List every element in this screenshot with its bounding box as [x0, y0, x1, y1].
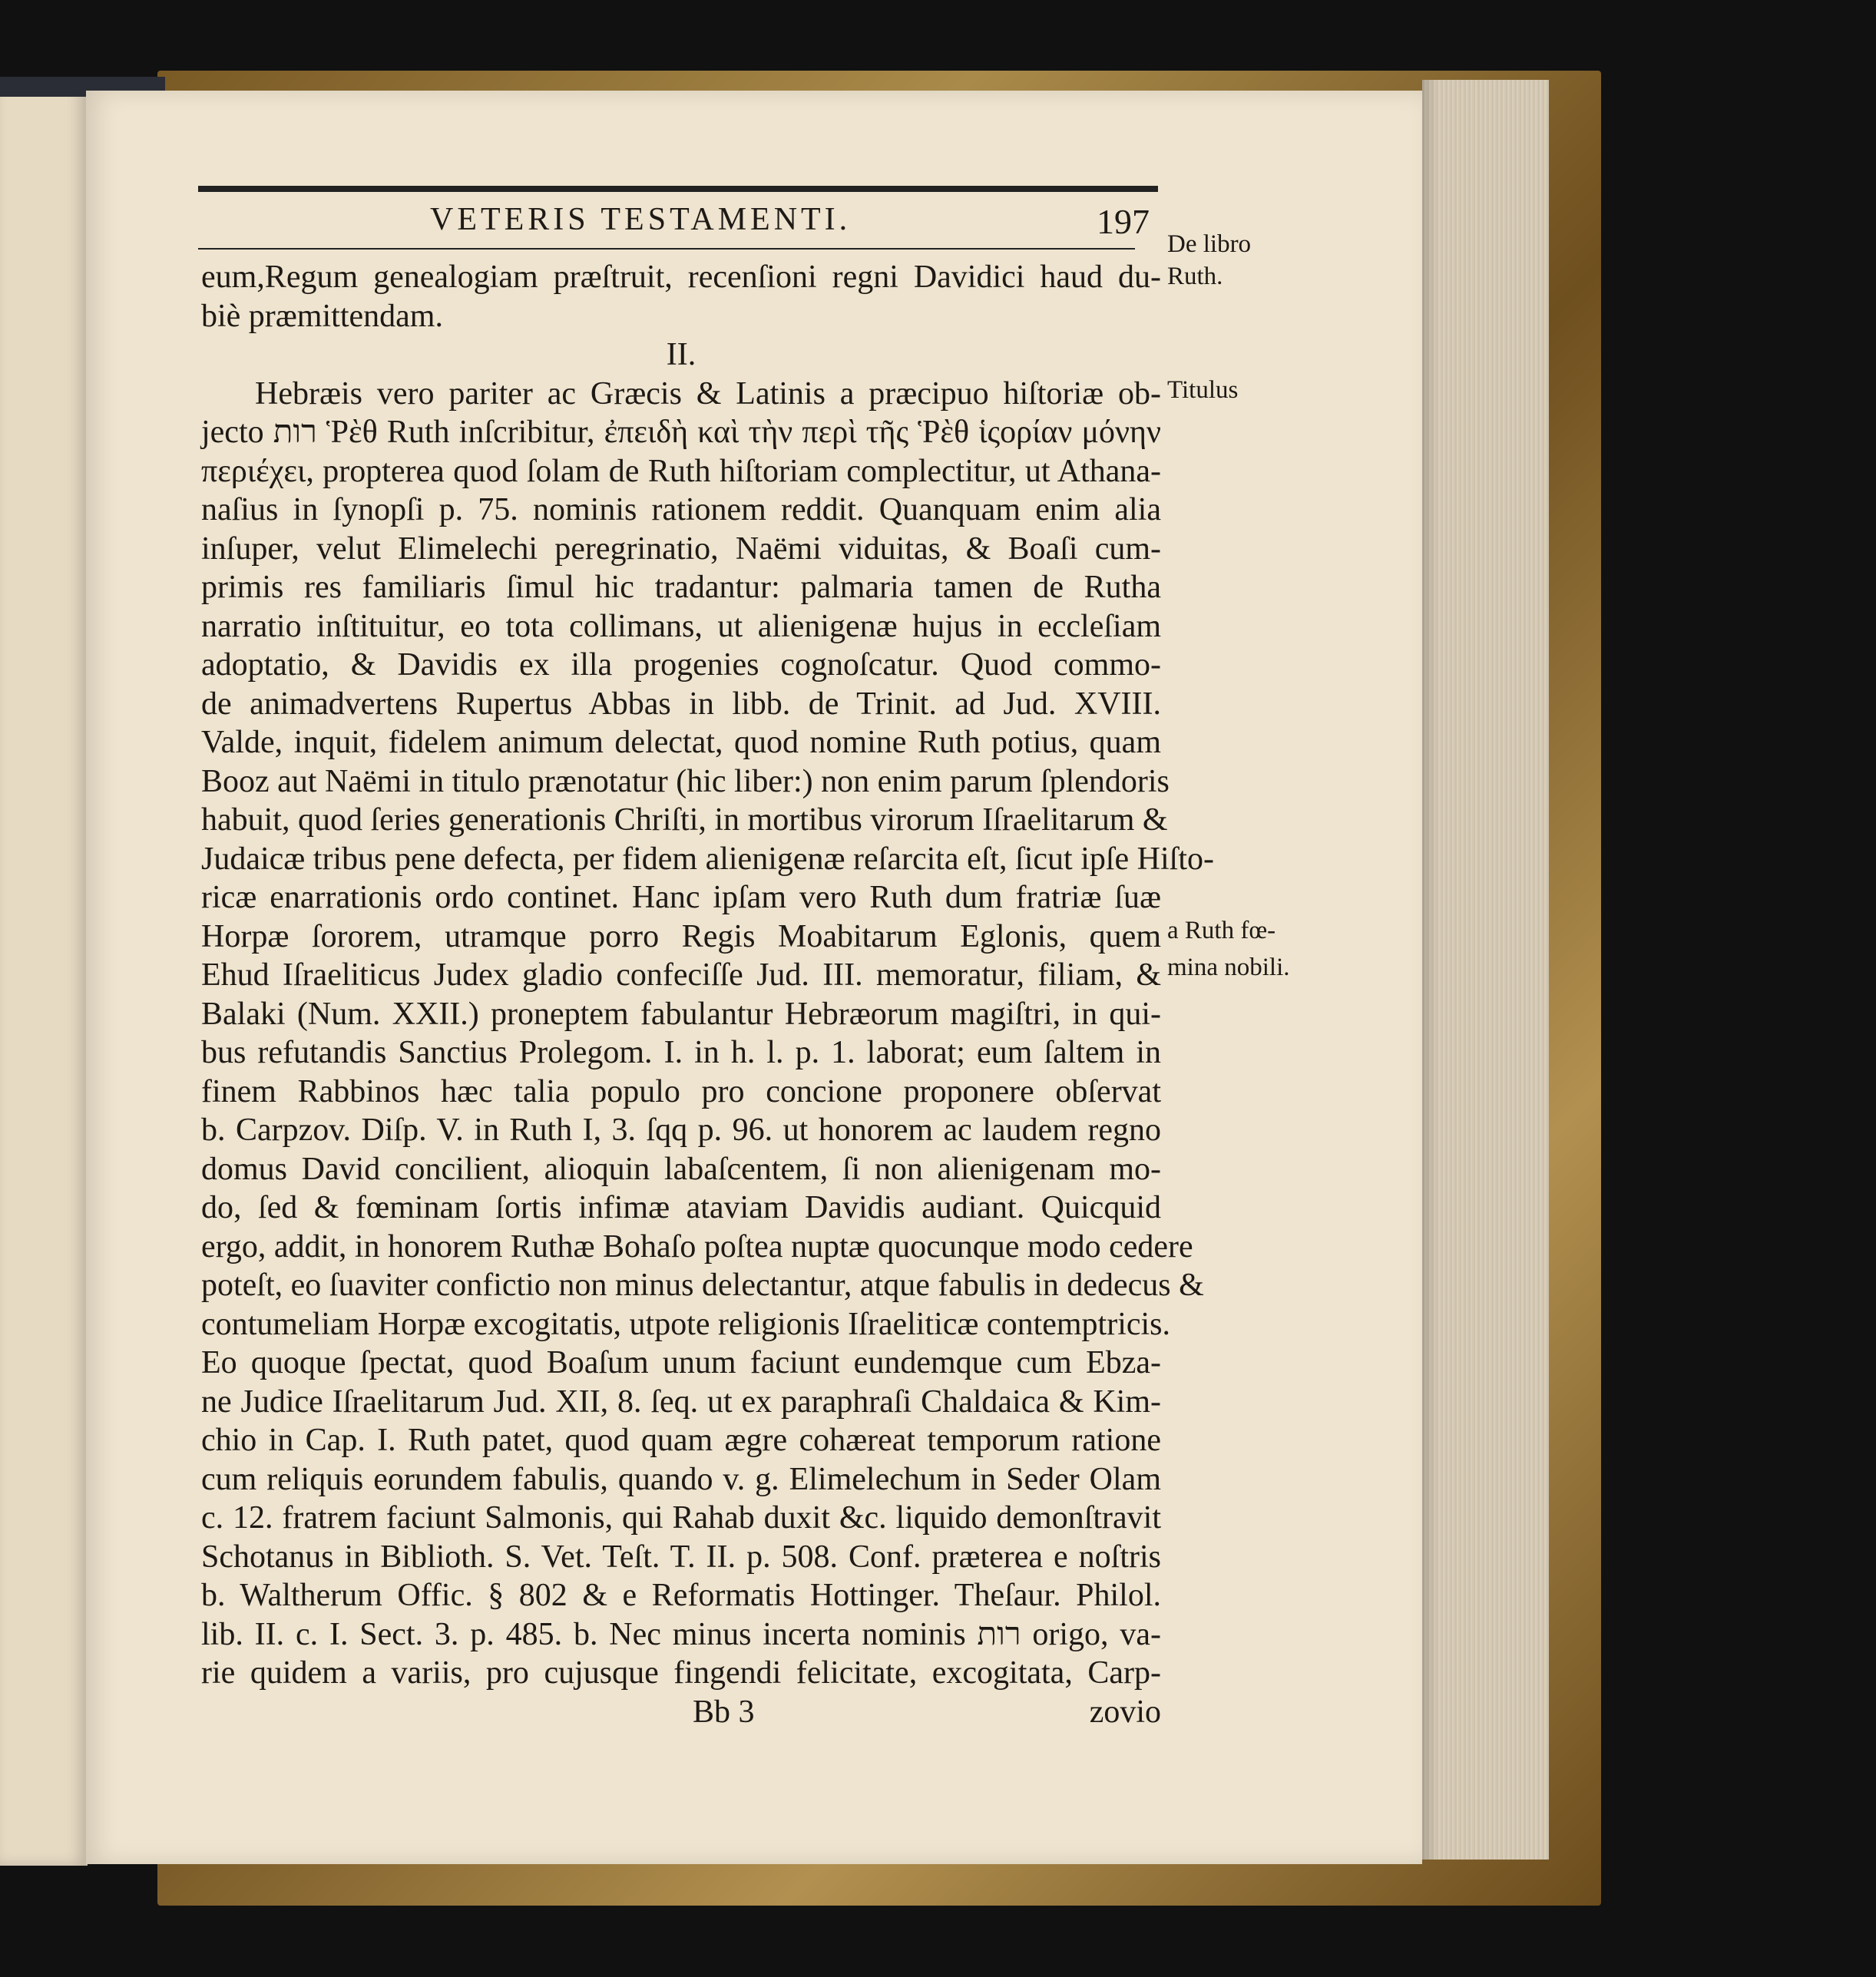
- header-rule: [198, 248, 1135, 250]
- text-line: bus refutandis Sanctius Prolegom. I. in h. l. p. 1. laborat; eum ſaltem in: [201, 1035, 1161, 1070]
- section-number: II.: [666, 337, 696, 372]
- text-line: c. 12. fratrem faciunt Salmonis, qui Rahab duxit &c. liquido demonſtravit: [201, 1500, 1161, 1536]
- text-line: adoptatio, & Davidis ex illa progenies cognoſcatur. Quod commo-: [201, 647, 1161, 683]
- text-line: finem Rabbinos hæc talia populo pro concione proponere obſervat: [201, 1073, 1161, 1109]
- margin-note-de-libro: De libro: [1167, 230, 1252, 258]
- text-line: chio in Cap. I. Ruth patet, quod quam ægre cohæreat temporum ratione: [201, 1423, 1161, 1458]
- running-title: VETERIS TESTAMENTI.: [430, 202, 852, 237]
- page-fore-edge: [1422, 80, 1549, 1860]
- text-line: domus David concilient, alioquin labaſcentem, ſi non alienigenam mo-: [201, 1151, 1161, 1187]
- text-line: Schotanus in Biblioth. S. Vet. Teſt. T. II. p. 508. Conf. præterea e noſtris: [201, 1539, 1161, 1575]
- fore-edge-shadow: [1422, 80, 1438, 1860]
- text-line: περιέχει, propterea quod ſolam de Ruth hiſtoriam complectitur, ut Athana-: [201, 453, 1161, 489]
- text-line: ne Judice Iſraelitarum Jud. XII, 8. ſeq. ut ex paraphraſi Chaldaica & Kim-: [201, 1384, 1161, 1420]
- text-line: ergo, addit, in honorem Ruthæ Bohaſo poſtea nuptæ quocunque modo cedere: [201, 1228, 1193, 1265]
- text-line: cum reliquis eorundem fabulis, quando v. g. Elimelechum in Seder Olam: [201, 1461, 1161, 1497]
- text-line: rie quidem a variis, pro cujusque fingendi felicitate, excogitata, Carp-: [201, 1655, 1161, 1691]
- margin-note-mina-nobili: mina nobili.: [1167, 954, 1290, 981]
- top-double-rule: [198, 186, 1158, 192]
- text-line: de animadvertens Rupertus Abbas in libb. de Trinit. ad Jud. XVIII.: [201, 686, 1161, 722]
- text-line: Horpæ ſororem, utramque porro Regis Moabitarum Eglonis, quem: [201, 918, 1161, 954]
- text-line: Ehud Iſraeliticus Judex gladio confeciſſe Jud. III. memoratur, filiam, &: [201, 957, 1161, 993]
- left-page-edge: [0, 77, 88, 1866]
- text-line: Valde, inquit, fidelem animum delectat, quod nomine Ruth potius, quam: [201, 725, 1161, 760]
- text-line: naſius in ſynopſi p. 75. nominis rationem reddit. Quanquam enim alia: [201, 492, 1161, 527]
- text-line: biè præmittendam.: [201, 298, 443, 334]
- signature-mark: Bb 3: [693, 1694, 755, 1730]
- text-line: Balaki (Num. XXII.) proneptem fabulantur Hebræorum magiſtri, in qui-: [201, 996, 1161, 1032]
- text-line: eum,Regum genealogiam præſtruit, recenſioni regni Davidici haud du-: [201, 260, 1161, 295]
- page-footer-line: [201, 1693, 1161, 1732]
- text-line: jecto רות Ῥὲθ Ruth inſcribitur, ἐπειδὴ καὶ τὴν περὶ τῆς Ῥὲθ ἱςορίαν μόνην: [201, 415, 1161, 450]
- text-line: lib. II. c. I. Sect. 3. p. 485. b. Nec minus incerta nominis רות origo, va-: [201, 1616, 1161, 1652]
- text-line: poteſt, eo ſuaviter confictio non minus delectantur, atque fabulis in dedecus &: [201, 1268, 1204, 1303]
- text-line: Judaicæ tribus pene defecta, per fidem alienigenæ reſarcita eſt, ſicut ipſe Hiſto-: [201, 841, 1215, 877]
- margin-note-ruth-foemina: a Ruth fœ-: [1167, 917, 1276, 944]
- text-line: contumeliam Horpæ excogitatis, utpote religionis Iſraeliticæ contemptricis.: [201, 1306, 1171, 1342]
- text-line: ricæ enarrationis ordo continet. Hanc ipſam vero Ruth dum fratriæ ſuæ: [201, 880, 1161, 915]
- text-line: do, ſed & fœminam ſortis infimæ ataviam Davidis audiant. Quicquid: [201, 1190, 1161, 1225]
- margin-note-titulus: Titulus: [1167, 376, 1239, 404]
- text-line: Booz aut Naëmi in titulo prænotatur (hic liber:) non enim parum ſplendoris: [201, 763, 1170, 799]
- text-line: habuit, quod ſeries generationis Chriſti, in mortibus virorum Iſraelitarum &: [201, 802, 1168, 838]
- text-line: b. Waltherum Offic. § 802 & e Reformatis Hottinger. Theſaur. Philol.: [201, 1578, 1161, 1613]
- text-line: Eo quoque ſpectat, quod Boaſum unum faciunt eundemque cum Ebza-: [201, 1345, 1161, 1380]
- page-number: 197: [1097, 202, 1150, 241]
- text-line: narratio inſtituitur, eo tota collimans, ut alienigenæ hujus in eccleſiam: [201, 608, 1161, 644]
- text-line: b. Carpzov. Diſp. V. in Ruth I, 3. ſqq p. 96. ut honorem ac laudem regno: [201, 1112, 1161, 1148]
- text-line: Hebræis vero pariter ac Græcis & Latinis a præcipuo hiſtoriæ ob-: [255, 375, 1161, 412]
- text-line: primis res familiaris ſimul hic tradantur: palmaria tamen de Rutha: [201, 570, 1161, 605]
- catchword: zovio: [1089, 1694, 1161, 1730]
- margin-note-ruth: Ruth.: [1167, 263, 1223, 290]
- text-line: inſuper, velut Elimelechi peregrinatio, Naëmi viduitas, & Boaſi cum-: [201, 531, 1161, 567]
